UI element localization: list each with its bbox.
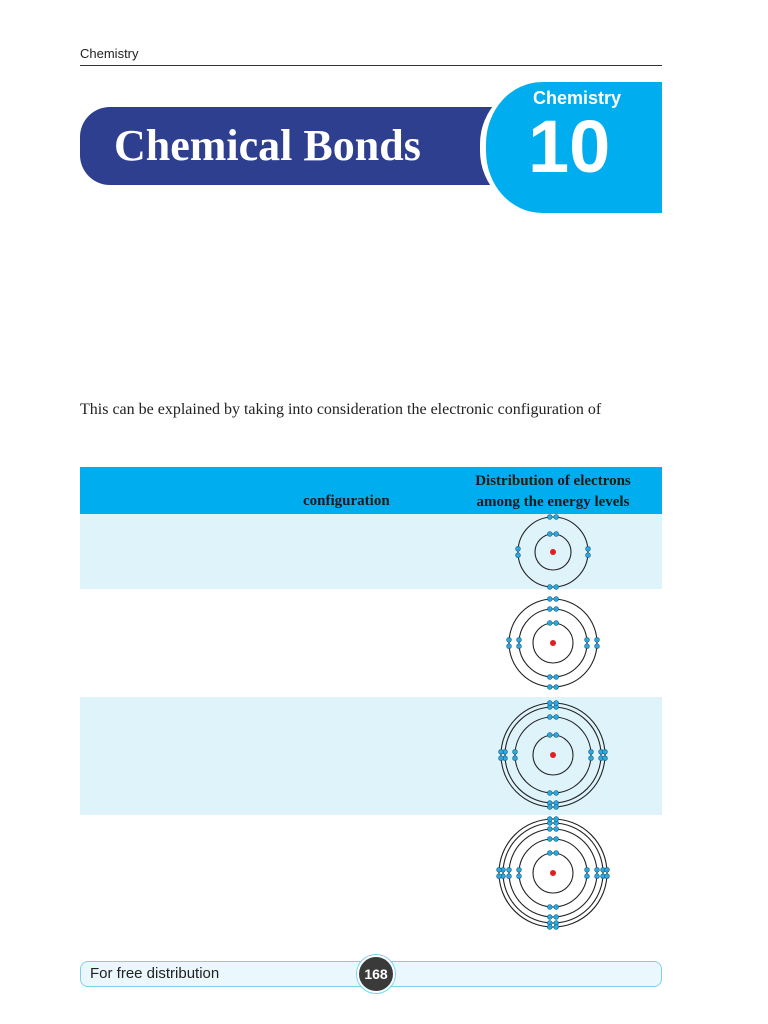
- electron: [554, 621, 559, 626]
- electron: [554, 685, 559, 690]
- electron: [595, 644, 600, 649]
- electron: [513, 749, 518, 754]
- electron: [497, 867, 502, 872]
- atom-diagram: [500, 514, 606, 590]
- atom-diagram: [490, 815, 616, 933]
- electron: [603, 749, 608, 754]
- electron: [547, 733, 552, 738]
- nucleus: [550, 640, 556, 646]
- electron: [497, 874, 502, 879]
- electron: [589, 749, 594, 754]
- electron: [507, 867, 512, 872]
- electron: [554, 905, 559, 910]
- chapter-subject: Chemistry: [533, 88, 622, 108]
- electron: [507, 637, 512, 642]
- electron: [595, 874, 600, 879]
- electron: [499, 749, 504, 754]
- nucleus: [550, 870, 556, 876]
- nucleus: [550, 752, 556, 758]
- electron: [517, 867, 522, 872]
- header-distribution-line-1: Distribution of electrons: [475, 473, 631, 489]
- electron: [554, 675, 559, 680]
- electron: [554, 837, 559, 842]
- electron: [547, 621, 552, 626]
- electron: [554, 791, 559, 796]
- electron: [554, 817, 559, 822]
- electron: [554, 532, 559, 537]
- electron: [517, 637, 522, 642]
- electron: [554, 827, 559, 832]
- body-paragraph: This can be explained by taking into consideration the electronic configuration of: [80, 401, 602, 418]
- electron: [585, 867, 590, 872]
- header-distribution: [440, 471, 666, 513]
- electron: [547, 597, 552, 602]
- electron: [547, 791, 552, 796]
- electron: [585, 874, 590, 879]
- electron: [554, 851, 559, 856]
- header-configuration: configuration: [303, 493, 390, 509]
- electron: [547, 925, 552, 930]
- electron: [507, 644, 512, 649]
- electron: [507, 874, 512, 879]
- electron: [547, 915, 552, 920]
- electron: [547, 905, 552, 910]
- electron: [547, 805, 552, 810]
- electron: [554, 515, 559, 520]
- electron: [605, 874, 610, 879]
- electron: [554, 805, 559, 810]
- electron: [605, 867, 610, 872]
- electron: [499, 756, 504, 761]
- electron: [547, 532, 552, 537]
- electron: [547, 515, 552, 520]
- electron: [547, 851, 552, 856]
- atom-diagram: [490, 589, 616, 697]
- electron: [595, 637, 600, 642]
- electron: [547, 817, 552, 822]
- electron: [547, 827, 552, 832]
- electron: [513, 756, 518, 761]
- nucleus: [550, 549, 556, 555]
- electron: [603, 756, 608, 761]
- electron: [554, 915, 559, 920]
- electron: [516, 553, 521, 558]
- electron: [554, 597, 559, 602]
- electron: [554, 701, 559, 706]
- electron: [595, 867, 600, 872]
- electron: [517, 644, 522, 649]
- electron: [547, 715, 552, 720]
- electron: [589, 756, 594, 761]
- chapter-title: Chemical Bonds: [114, 121, 421, 170]
- page-number: 168: [357, 955, 395, 993]
- electron: [554, 715, 559, 720]
- running-head: Chemistry: [80, 46, 662, 66]
- electron: [554, 925, 559, 930]
- electron: [547, 685, 552, 690]
- electron: [585, 637, 590, 642]
- electron: [517, 874, 522, 879]
- electron: [554, 733, 559, 738]
- electron: [547, 701, 552, 706]
- electron: [547, 607, 552, 612]
- electron: [516, 546, 521, 551]
- chapter-number: 10: [528, 105, 611, 188]
- electron: [586, 553, 591, 558]
- header-distribution-line-2: among the energy levels: [476, 494, 630, 510]
- electron: [585, 644, 590, 649]
- electron: [547, 675, 552, 680]
- atom-diagram: [490, 697, 616, 815]
- electron: [547, 837, 552, 842]
- footer-text: For free distribution: [90, 965, 220, 982]
- electron: [586, 546, 591, 551]
- electron: [554, 607, 559, 612]
